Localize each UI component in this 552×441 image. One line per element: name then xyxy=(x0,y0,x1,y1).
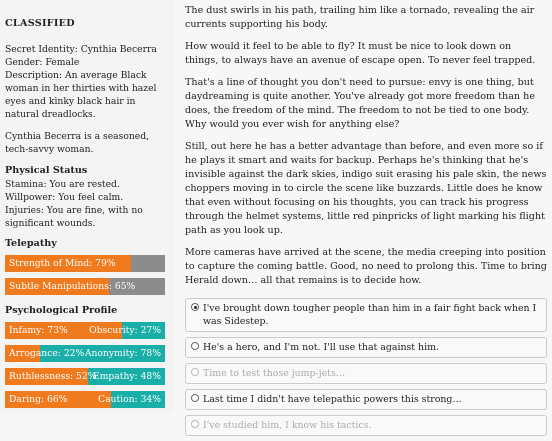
choice-option xyxy=(185,363,547,384)
story-paragraph: That's a line of thought you don't need to pursue: envy is one thing, but daydreaming is quite another. You've already got more freedom than he does, the freedom of the mind. The freedom to not be tied to one body. Why would you ever wish for anything else? xyxy=(185,77,535,130)
choice-label: I've brought down tougher people than him in a fair fight back when I was Sidestep. xyxy=(203,303,537,327)
radio-icon[interactable] xyxy=(191,342,199,350)
bar-label-left: Arrogance: 22% xyxy=(9,348,85,359)
bar-label-right: Empathy: 48% xyxy=(92,371,161,382)
description: Description: An average Black woman in her thirties with hazel eyes and kinky black hair in natural dreadlocks. xyxy=(5,70,157,120)
choice-option[interactable] xyxy=(185,337,547,358)
choice-label: Last time I didn't have telepathic powers this strong… xyxy=(203,394,462,405)
story-paragraph: Still, out here he has a better advantage than before, and even more so if he plays it smart and waits for backup. Perhaps he's thinking that he's invisible against the dark skies, indigo suit erasing his pale skin, the news choppers moving in to circle the scene like buzzards. Little does he know that even without focusing on his thoughts, you can track his progress through the helmet systems, little red pinpricks of light marking his flight path as you look up. xyxy=(185,141,547,236)
injuries-status: Injuries: You are fine, with no significant wounds. xyxy=(5,205,143,229)
choice-option[interactable] xyxy=(185,298,547,332)
story-text xyxy=(185,4,547,288)
psychological-profile-heading: Psychological Profile xyxy=(5,305,118,316)
choice-label: He's a hero, and I'm not. I'll use that against him. xyxy=(203,342,439,353)
bar-label-left: Daring: 66% xyxy=(9,394,68,405)
telepathy-bar xyxy=(5,255,165,272)
psych-bars xyxy=(5,322,169,408)
choice-label: I've studied him, I know his tactics. xyxy=(203,420,372,431)
story-paragraph: More cameras have arrived at the scene, the media creeping into position to capture the coming battle. Good, no need to prolong this. Time to bring Herald down… all that remains is to decide how. xyxy=(185,247,547,286)
psych-bar xyxy=(5,391,165,408)
stats-sidebar xyxy=(0,0,174,414)
choice-label: Time to test those jump-jets… xyxy=(203,368,346,379)
radio-icon[interactable] xyxy=(191,394,199,402)
telepathy-bars xyxy=(5,255,169,295)
sidebar-title: CLASSIFIED xyxy=(5,18,75,29)
telepathy-bar xyxy=(5,278,165,295)
radio-icon xyxy=(191,420,199,428)
gender: Gender: Female xyxy=(5,57,80,68)
story-paragraph: The dust swirls in his path, trailing him like a tornado, revealing the air currents supporting his body. xyxy=(185,5,535,30)
telepathy-heading: Telepathy xyxy=(5,238,57,249)
psych-bar xyxy=(5,368,165,385)
choice-list xyxy=(185,298,547,436)
bar-label-right: Anonymity: 78% xyxy=(84,348,161,359)
character-summary: Cynthia Becerra is a seasoned, tech-savvy woman. xyxy=(5,131,150,155)
psych-bar xyxy=(5,322,165,339)
stamina-status: Stamina: You are rested. xyxy=(5,179,120,190)
bar-label-right: Caution: 34% xyxy=(98,394,161,405)
choice-option[interactable] xyxy=(185,389,547,410)
bar-label-left: Ruthlessness: 52% xyxy=(9,371,97,382)
bar-label-left: Infamy: 73% xyxy=(9,325,68,336)
bar-label: Strength of Mind: 79% xyxy=(9,258,116,269)
bar-label: Subtle Manipulations: 65% xyxy=(9,281,136,292)
willpower-status: Willpower: You feel calm. xyxy=(5,192,124,203)
secret-identity: Secret Identity: Cynthia Becerra xyxy=(5,44,157,55)
story-panel xyxy=(185,0,547,441)
radio-icon xyxy=(191,368,199,376)
psych-bar xyxy=(5,345,165,362)
radio-icon[interactable] xyxy=(191,303,199,311)
bar-label-right: Obscurity: 27% xyxy=(89,325,161,336)
choice-option xyxy=(185,415,547,436)
story-paragraph: How would it feel to be able to fly? It must be nice to look down on things, to always have an avenue of escape open. To never feel trapped. xyxy=(185,41,536,66)
physical-status-heading: Physical Status xyxy=(5,165,88,176)
